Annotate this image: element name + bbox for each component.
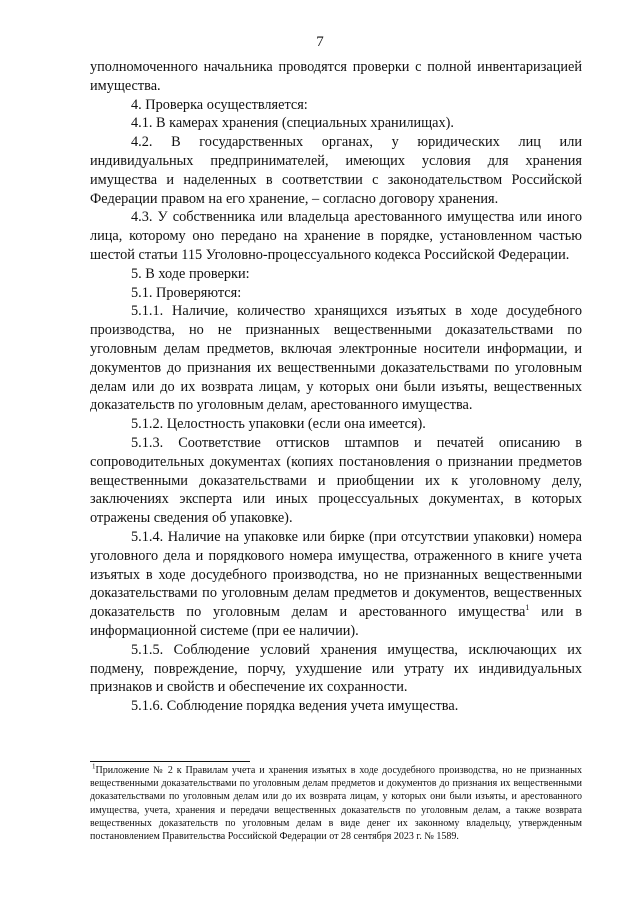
paragraph-5-1-6: 5.1.6. Соблюдение порядка ведения учета имущества. <box>131 698 459 715</box>
paragraph-5-1-4 <box>90 528 582 641</box>
paragraph-5-1-4-text-after: или в информационной системе (при ее наличии). <box>90 604 582 639</box>
page-number: 7 <box>316 34 324 50</box>
footnote-reference[interactable]: 1 <box>525 603 530 613</box>
paragraph-4-1: 4.1. В камерах хранения (специальных хранилищах). <box>131 115 454 132</box>
paragraph-5: 5. В ходе проверки: <box>131 265 250 282</box>
paragraph-5-1-4-text: 5.1.4. Наличие на упаковке или бирке (при отсутствии упаковки) номера уголовного дела и порядкового номера имущества, отраженного в книге учета изъятых в ходе досудебного производства, но не признанных вещественными доказательствами по уголовным делам предметов и документов, вещественных доказательств по уголовным делам и арестованного имущества <box>90 528 582 621</box>
footnote-divider <box>90 761 250 762</box>
footnote-marker: 1 <box>92 762 96 771</box>
paragraph-4: 4. Проверка осуществляется: <box>131 96 308 113</box>
paragraph-5-1-2: 5.1.2. Целостность упаковки (если она имеется). <box>131 416 426 433</box>
paragraph-4-2: 4.2. В государственных органах, у юридических лиц или индивидуальных предпринимателей, имеющих условия для хранения имущества и наделенных в соответствии с законодательством Российской Федерации правом на его хранение, – согласно договору хранения. <box>90 134 582 207</box>
paragraph-5-1-1: 5.1.1. Наличие, количество хранящихся изъятых в ходе досудебного производства, но не признанных вещественными доказательствами по уголовным делам предметов, включая электронные носители информации, и документов до признания их вещественными доказательствами по уголовным делам или до их возврата лицам, у которых они были изъяты, вещественных доказательств по уголовным делам, арестованного имущества. <box>90 303 582 414</box>
paragraph-4-3: 4.3. У собственника или владельца арестованного имущества или иного лица, которому оно передано на хранение в порядке, установленном частью шестой статьи 115 Уголовно-процессуального кодекса Российской Федерации. <box>90 209 582 263</box>
paragraph-continuation: уполномоченного начальника проводятся проверки с полной инвентаризацией имущества. <box>90 59 582 94</box>
footnote-text: Приложение № 2 к Правилам учета и хранения изъятых в ходе досудебного производства, но не признанных вещественными доказательствами по уголовным делам предметов и документов до признания их вещественными доказательствами по уголовным делам или до их возврата лицам, у которых они были изъяты, и арестованного имущества, учета, хранения и передачи вещественных доказательств по уголовным делам, а также возврата вещественных доказательств по уголовным делам в виде денег их законному владельцу, утвержденным постановлением Правительства Российской Федерации от 28 сентября 2023 г. № 1589. <box>90 765 582 843</box>
paragraph-5-1: 5.1. Проверяются: <box>131 284 242 301</box>
paragraph-5-1-3: 5.1.3. Соответствие оттисков штампов и печатей описанию в сопроводительных документах (копиях постановления о признании предметов вещественными доказательствами и приобщении их к уголовному делу, заключениях эксперта или иных процессуальных документах, в которых отражены сведения об упаковке). <box>90 434 582 527</box>
footnote <box>90 764 582 843</box>
paragraph-5-1-5: 5.1.5. Соблюдение условий хранения имущества, исключающих их подмену, повреждение, порчу, ухудшение или утрату их индивидуальных признаков и свойств и обеспечение их сохранности. <box>90 641 582 696</box>
document-body <box>90 58 582 716</box>
